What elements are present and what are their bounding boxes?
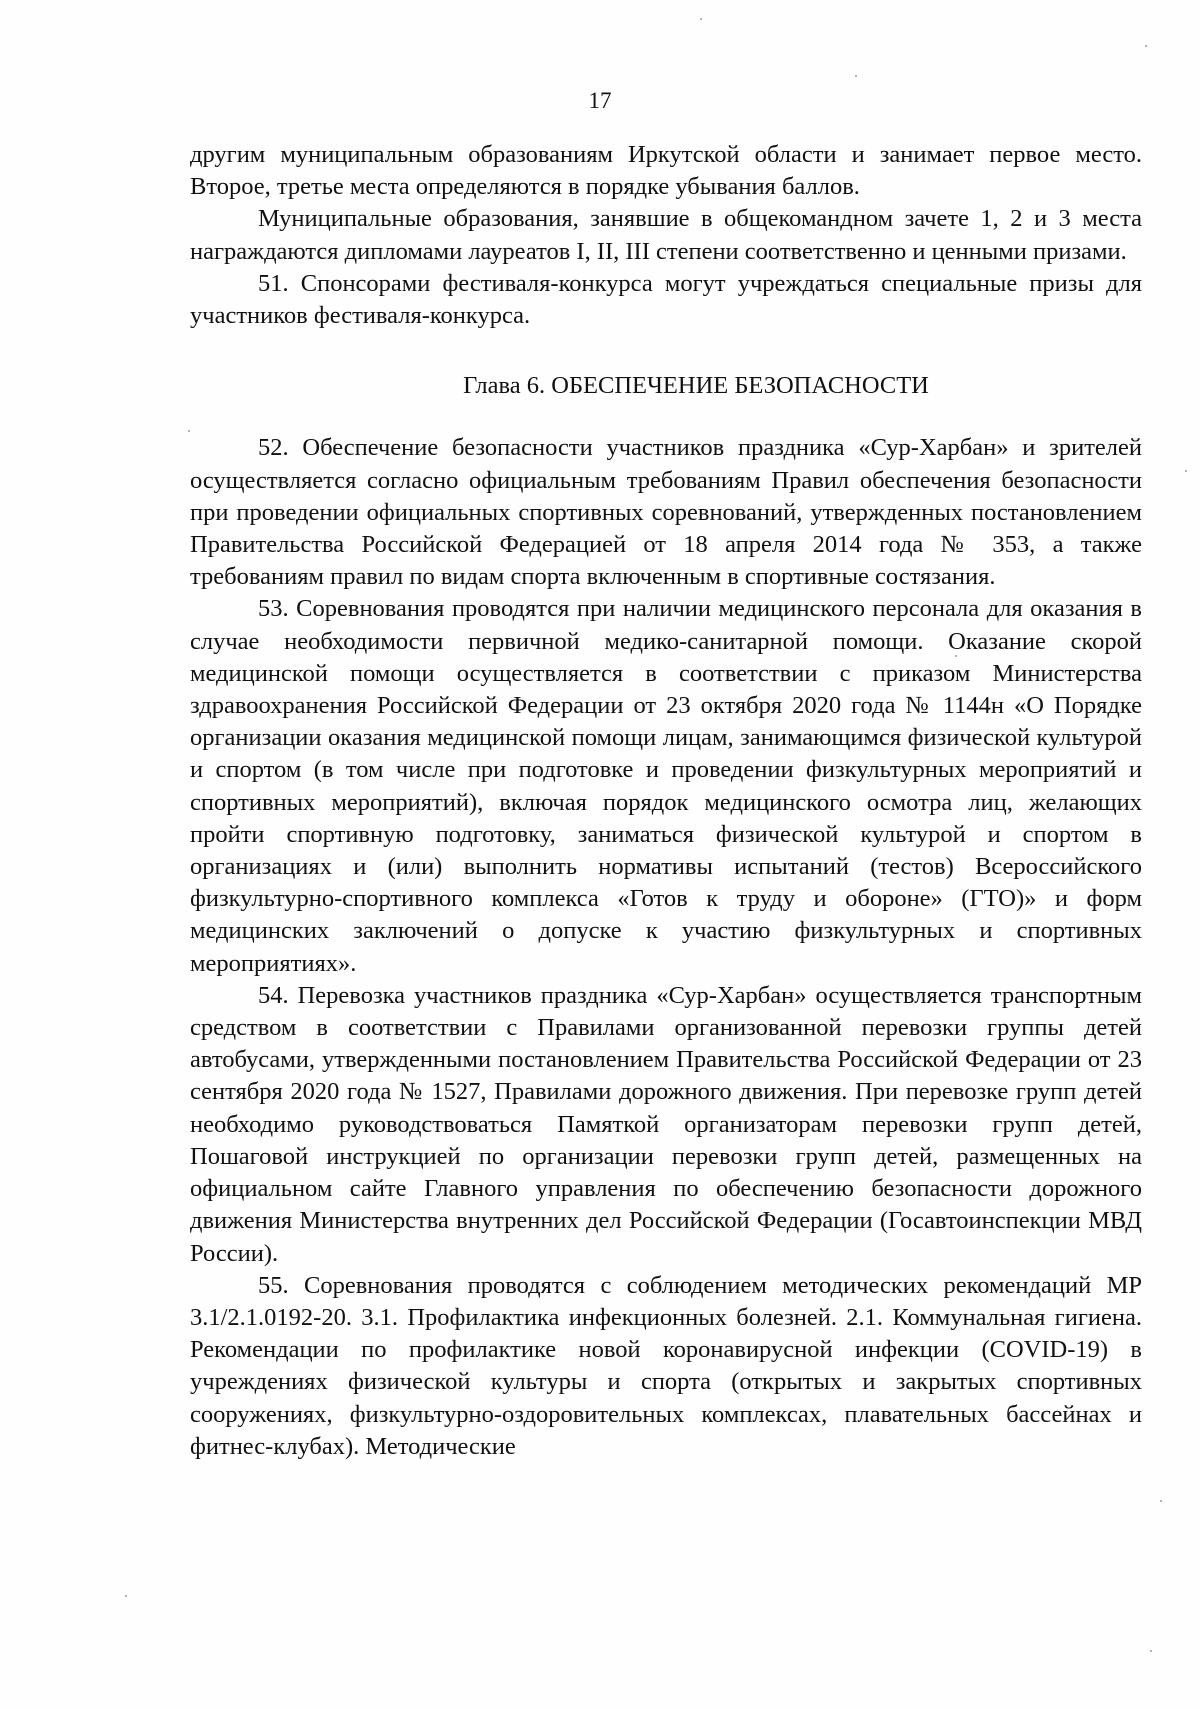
scan-speck <box>1185 470 1187 472</box>
scan-speck <box>955 655 957 657</box>
scan-speck <box>125 1595 127 1597</box>
paragraph-continued: другим муниципальным образованиям Иркутской области и занимает первое место. Второе, третье места определяются в порядке убывания баллов. <box>190 141 1142 201</box>
chapter-heading: Глава 6. ОБЕСПЕЧЕНИЕ БЕЗОПАСНОСТИ <box>463 372 929 400</box>
scan-speck <box>1145 45 1147 47</box>
page-number: 17 <box>588 88 612 113</box>
scan-speck <box>855 75 857 77</box>
scan-speck <box>1150 1650 1152 1652</box>
paragraph-52: 52. Обеспечение безопасности участников праздника «Сур-Харбан» и зрителей осуществляется согласно официальным требованиям Правил обеспечения безопасности при проведении официальных спортивных соревнований, утвержденных постановлением Правительства Российской Федерацией от 18 апреля 2014 года № 353, а также требованиям правил по видам спорта включенным в спортивные состязания. <box>190 434 1142 591</box>
scan-speck <box>188 430 190 432</box>
paragraph-53: 53. Соревнования проводятся при наличии медицинского персонала для оказания в случае необходимости первичной медико-санитарной помощи. Оказание скорой медицинской помощи осуществляется в соответствии с приказом Министерства здравоохранения Российской Федерации от 23 октября 2020 года № 1144н «О Порядке организации оказания медицинской помощи лицам, занимающимся физической культурой и спортом (в том числе при подготовке и проведении физкультурных мероприятий и спортивных мероприятий), включая порядок медицинского осмотра лиц, желающих пройти спортивную подготовку, заниматься физической культурой и спортом в организациях и (или) выполнить нормативы испытаний (тестов) Всероссийского физкультурно-спортивного комплекса «Готов к труду и обороне» (ГТО)» и форм медицинских заключений о допуске к участию физкультурных и спортивных мероприятиях». <box>190 595 1142 977</box>
scan-speck <box>700 18 702 20</box>
scan-speck <box>1160 1500 1162 1502</box>
paragraph-51: 51. Спонсорами фестиваля-конкурса могут учреждаться специальные призы для участников фестиваля-конкурса. <box>190 269 1142 330</box>
document-body <box>190 139 1142 1463</box>
paragraph-awards: Муниципальные образования, занявшие в общекомандном зачете 1, 2 и 3 места награждаются дипломами лауреатов I, II, III степени соответственно и ценными призами. <box>190 205 1142 265</box>
paragraph-55: 55. Соревнования проводятся с соблюдением методических рекомендаций МР 3.1/2.1.0192-20. 3.1. Профилактика инфекционных болезней. 2.1. Коммунальная гигиена. Рекомендации по профилактике новой коронавирусной инфекции (COVID-19) в учреждениях физической культуры и спорта (открытых и закрытых спортивных сооружениях, физкультурно-оздоровительных комплексах, плавательных бассейнах и фитнес-клубах). Методические <box>190 1271 1142 1460</box>
paragraph-54: 54. Перевозка участников праздника «Сур-Харбан» осуществляется транспортным средством в соответствии с Правилами организованной перевозки группы детей автобусами, утвержденными постановлением Правительства Российской Федерации от 23 сентября 2020 года № 1527, Правилами дорожного движения. При перевозке групп детей необходимо руководствоваться Памяткой организаторам перевозки групп детей, Пошаговой инструкцией по организации перевозки групп детей, размещенных на официальном сайте Главного управления по обеспечению безопасности дорожного движения Министерства внутренних дел Российской Федерации (Госавтоинспекции МВД России). <box>190 981 1142 1267</box>
